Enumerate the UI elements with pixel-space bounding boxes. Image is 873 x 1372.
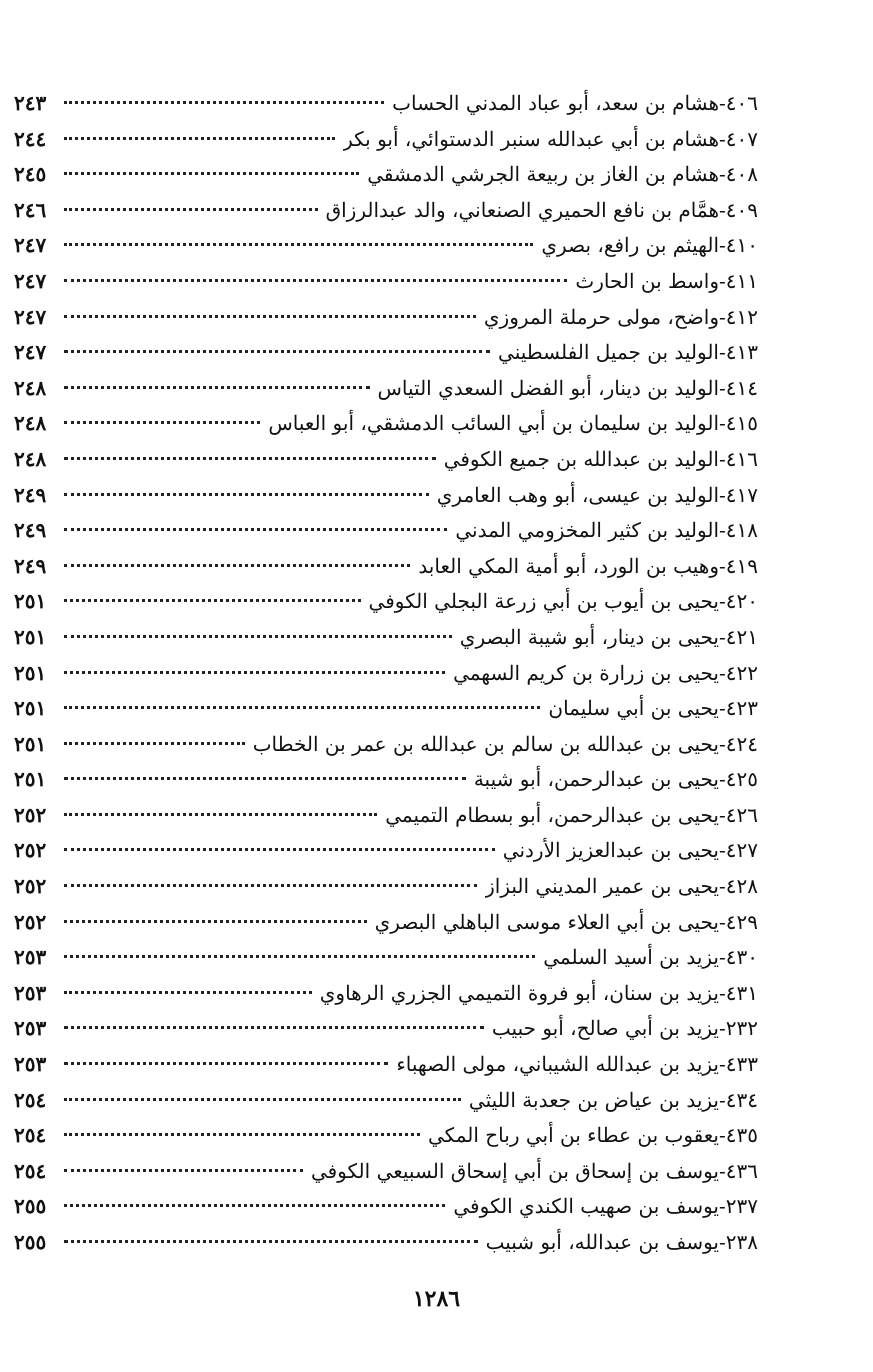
entry-page-number: ٢٤٨ [14, 375, 47, 400]
entry-number: ٤١٣- [719, 340, 758, 365]
entry-number: ٤٢٦- [719, 802, 758, 827]
entry-number: ٤٠٦- [719, 91, 758, 115]
entry-page-number: ٢٥٥ [14, 1194, 47, 1219]
entry-title: هشام بن سعد، أبو عباد المدني الحساب [392, 91, 719, 115]
toc-entry [14, 513, 758, 549]
entry-page-number: ٢٤٩ [14, 553, 47, 578]
entry-page-number: ٢٥١ [14, 589, 47, 614]
entry-title: يزيد بن أبي صالح، أبو حبيب [491, 1016, 719, 1041]
toc-entry [14, 727, 758, 763]
entry-number: ٤٢٤- [719, 731, 758, 756]
entry-number: ٤١١- [719, 268, 758, 293]
entry-number: ٤٣١- [719, 980, 758, 1005]
entry-page-number: ٢٤٧ [14, 304, 47, 329]
dot-leader [64, 1062, 388, 1065]
entry-number: ٤٠٧- [719, 126, 758, 151]
entry-title: يزيد بن عياض بن جعدبة الليثي [468, 1087, 719, 1112]
entry-title: يحيى بن أبي سليمان [548, 696, 719, 721]
entry-number: ٤٣٣- [719, 1052, 758, 1077]
toc-entry [14, 656, 758, 692]
toc-entry [14, 1189, 758, 1225]
entry-number: ٤٢٢- [719, 660, 758, 685]
dot-leader [64, 920, 367, 923]
entry-title: الوليد بن كثير المخزومي المدني [455, 518, 719, 543]
entry-number: ٤١٥- [719, 411, 758, 436]
entry-title: الوليد بن دينار، أبو الفضل السعدي التياس [377, 375, 719, 400]
entry-number: ٤١٠- [719, 233, 758, 258]
toc-entry [14, 762, 758, 798]
toc-entry [14, 940, 758, 976]
dot-leader [64, 1026, 484, 1029]
entry-number: ٤٢٩- [719, 909, 758, 934]
entry-title: يحيى بن عبدالعزيز الأردني [502, 838, 719, 863]
entry-number: ٢٣٧- [719, 1194, 758, 1219]
dot-leader [64, 991, 312, 994]
entry-page-number: ٢٥١ [14, 696, 47, 721]
entry-number: ٤٢٧- [719, 838, 758, 863]
toc-entry [14, 1011, 758, 1047]
entry-title: هشام بن الغاز بن ربيعة الجرشي الدمشقي [367, 162, 719, 187]
dot-leader [64, 813, 377, 816]
toc-entry [14, 335, 758, 371]
toc-entry [14, 905, 758, 941]
dot-leader [64, 955, 535, 958]
dot-leader [64, 315, 476, 318]
toc-entry [14, 300, 758, 336]
entry-title: يزيد بن عبدالله الشيباني، مولى الصهباء [396, 1052, 719, 1077]
entry-number: ٤٣٥- [719, 1123, 758, 1148]
dot-leader [64, 1204, 445, 1207]
entry-page-number: ٢٤٩ [14, 482, 47, 507]
entry-title: همَّام بن نافع الحميري الصنعاني، والد عبدالرزاق [325, 197, 719, 222]
entry-page-number: ٢٥٥ [14, 1230, 47, 1254]
dot-leader [64, 742, 245, 745]
dot-leader [64, 1169, 303, 1172]
entry-title: يوسف بن صهيب الكندي الكوفي [453, 1194, 719, 1219]
entry-page-number: ٢٥١ [14, 767, 47, 792]
toc-entry [14, 691, 758, 727]
toc-entry [14, 264, 758, 300]
entry-page-number: ٢٥٤ [14, 1123, 47, 1148]
entry-title: يحيى بن عبدالرحمن، أبو بسطام التميمي [385, 802, 719, 827]
entry-page-number: ٢٥٣ [14, 1016, 47, 1041]
entry-number: ٤١٧- [719, 482, 758, 507]
toc-entry [14, 1047, 758, 1083]
entry-title: الوليد بن عبدالله بن جميع الكوفي [443, 446, 719, 471]
entry-number: ٤٣٤- [719, 1087, 758, 1112]
dot-leader [64, 172, 359, 175]
toc-entry [14, 549, 758, 585]
dot-leader [64, 1098, 461, 1101]
entry-page-number: ٢٤٤ [14, 126, 47, 151]
entry-title: يوسف بن إسحاق بن أبي إسحاق السبيعي الكوفي [310, 1158, 719, 1183]
entry-number: ٤٢٠- [719, 589, 758, 614]
entry-number: ٤١٢- [719, 304, 758, 329]
dot-leader [64, 243, 533, 246]
dot-leader [64, 1240, 478, 1243]
dot-leader [64, 635, 452, 638]
entry-number: ٤٣٦- [719, 1158, 758, 1183]
dot-leader [64, 706, 540, 709]
entry-page-number: ٢٥١ [14, 660, 47, 685]
entry-page-number: ٢٤٧ [14, 268, 47, 293]
toc-entry [14, 1225, 758, 1261]
entry-page-number: ٢٤٧ [14, 340, 47, 365]
entry-number: ٤٢٣- [719, 696, 758, 721]
entry-page-number: ٢٥٣ [14, 945, 47, 970]
dot-leader [64, 350, 490, 353]
entry-title: يحيى بن أيوب بن أبي زرعة البجلي الكوفي [368, 589, 719, 614]
entry-page-number: ٢٤٩ [14, 518, 47, 543]
toc-entry [14, 478, 758, 514]
toc-entry [14, 193, 758, 229]
dot-leader [64, 421, 260, 424]
toc-entry [14, 1154, 758, 1190]
dot-leader [64, 884, 477, 887]
dot-leader [64, 564, 410, 567]
entry-title: يحيى بن عبدالله بن سالم بن عبدالله بن عمر بن الخطاب [252, 731, 719, 756]
dot-leader [64, 386, 370, 389]
entry-page-number: ٢٥١ [14, 624, 47, 649]
entry-title: يزيد بن أسيد السلمي [543, 945, 719, 970]
dot-leader [64, 493, 429, 496]
entry-page-number: ٢٥٣ [14, 1052, 47, 1077]
dot-leader [64, 457, 436, 460]
entry-number: ٢٣٢- [719, 1016, 758, 1041]
dot-leader [64, 848, 495, 851]
entry-number: ٤٠٨- [719, 162, 758, 187]
entry-number: ٤٠٩- [719, 197, 758, 222]
entry-page-number: ٢٥٣ [14, 980, 47, 1005]
entry-title: يحيى بن زرارة بن كريم السهمي [453, 660, 719, 685]
entry-title: واسط بن الحارث [575, 268, 719, 293]
entry-title: يحيى بن أبي العلاء موسى الباهلي البصري [374, 909, 719, 934]
entry-title: هشام بن أبي عبدالله سنبر الدستوائي، أبو بكر [343, 126, 719, 151]
toc-entry [14, 1083, 758, 1119]
dot-leader [64, 777, 466, 780]
entry-page-number: ٢٥٢ [14, 874, 47, 899]
entry-number: ٤١٩- [719, 553, 758, 578]
entry-title: الوليد بن جميل الفلسطيني [498, 340, 719, 365]
toc-entry [14, 869, 758, 905]
toc-entry [14, 798, 758, 834]
toc-entry [14, 406, 758, 442]
entry-page-number: ٢٤٣ [14, 91, 47, 115]
entry-page-number: ٢٥٢ [14, 802, 47, 827]
entry-title: يحيى بن عبدالرحمن، أبو شيبة [473, 767, 719, 792]
toc-entry [14, 620, 758, 656]
entry-page-number: ٢٤٨ [14, 446, 47, 471]
entry-number: ٤١٨- [719, 518, 758, 543]
entry-title: الهيثم بن رافع، بصري [541, 233, 719, 258]
entry-number: ٢٣٨- [719, 1230, 758, 1254]
entry-title: الوليد بن سليمان بن أبي السائب الدمشقي، أبو العباس [268, 411, 719, 436]
dot-leader [64, 671, 445, 674]
entry-number: ٤٢٨- [719, 874, 758, 899]
toc-entry [14, 833, 758, 869]
entry-number: ٤٣٠- [719, 945, 758, 970]
entry-title: واضح، مولى حرملة المروزي [483, 304, 719, 329]
entry-page-number: ٢٤٨ [14, 411, 47, 436]
entry-page-number: ٢٥٢ [14, 838, 47, 863]
dot-leader [64, 528, 447, 531]
entry-page-number: ٢٥١ [14, 731, 47, 756]
toc-entry [14, 442, 758, 478]
toc-entry [14, 122, 758, 158]
entry-number: ٤٢٥- [719, 767, 758, 792]
toc-entry [14, 228, 758, 264]
toc-entry [14, 1118, 758, 1154]
entry-number: ٤١٤- [719, 375, 758, 400]
entry-page-number: ٢٥٤ [14, 1158, 47, 1183]
entry-title: يعقوب بن عطاء بن أبي رباح المكي [427, 1123, 719, 1148]
dot-leader [64, 208, 318, 211]
entry-title: يحيى بن دينار، أبو شيبة البصري [459, 624, 719, 649]
dot-leader [64, 101, 384, 104]
entry-title: الوليد بن عيسى، أبو وهب العامري [436, 482, 719, 507]
entry-page-number: ٢٤٧ [14, 233, 47, 258]
toc-entry [14, 584, 758, 620]
dot-leader [64, 137, 335, 140]
entry-page-number: ٢٥٤ [14, 1087, 47, 1112]
toc-entry [14, 86, 758, 122]
entry-page-number: ٢٤٥ [14, 162, 47, 187]
entry-page-number: ٢٤٦ [14, 197, 47, 222]
table-of-contents [14, 86, 758, 1261]
toc-entry [14, 371, 758, 407]
toc-entry [14, 976, 758, 1012]
entry-page-number: ٢٥٢ [14, 909, 47, 934]
entry-title: وهيب بن الورد، أبو أمية المكي العابد [418, 553, 719, 578]
dot-leader [64, 599, 361, 602]
entry-number: ٤١٦- [719, 446, 758, 471]
page-number: ١٢٨٦ [412, 1286, 461, 1312]
dot-leader [64, 1133, 420, 1136]
entry-title: يوسف بن عبدالله، أبو شبيب [485, 1230, 719, 1254]
toc-entry [14, 157, 758, 193]
entry-title: يزيد بن سنان، أبو فروة التميمي الجزري الرهاوي [319, 980, 719, 1005]
entry-title: يحيى بن عمير المديني البزاز [485, 874, 719, 899]
dot-leader [64, 279, 567, 282]
entry-number: ٤٢١- [719, 624, 758, 649]
